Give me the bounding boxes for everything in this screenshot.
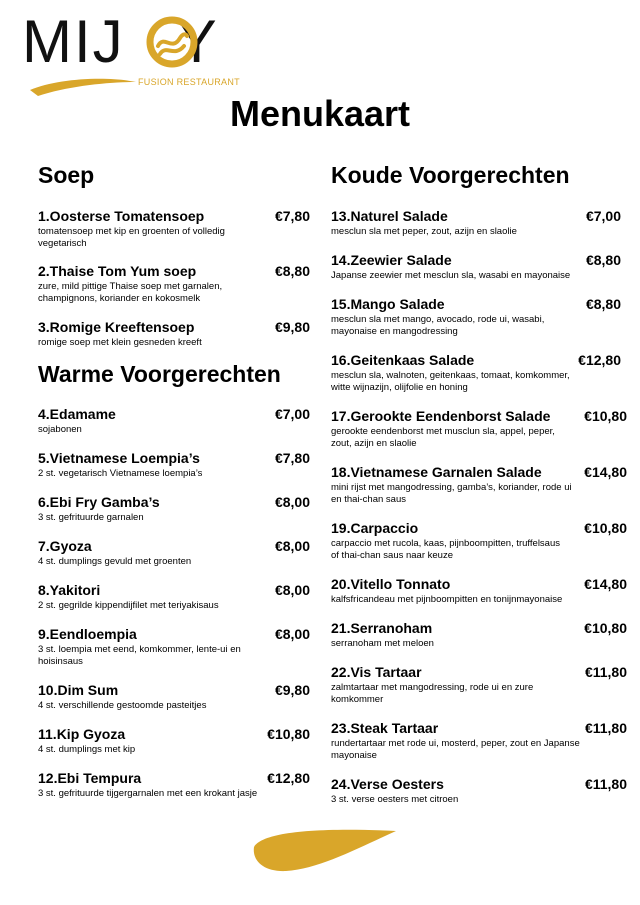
item-name: 5.Vietnamese Loempia’s	[38, 450, 200, 466]
menu-item	[38, 450, 310, 480]
menu-item	[38, 406, 310, 436]
menu-item	[38, 208, 310, 250]
item-name: 13.Naturel Salade	[331, 208, 448, 224]
menu-item	[38, 582, 310, 612]
item-price: €10,80	[584, 520, 627, 536]
item-name: 6.Ebi Fry Gamba’s	[38, 494, 160, 510]
item-name: 19.Carpaccio	[331, 520, 419, 536]
item-price: €8,80	[585, 296, 621, 312]
section-title-warme-voorgerechten: Warme Voorgerechten	[38, 361, 281, 387]
menu-item	[331, 776, 627, 806]
menu-item	[331, 720, 627, 762]
item-price: €12,80	[267, 770, 310, 786]
menu-item	[331, 296, 627, 338]
item-description: 4 st. dumplings gevuld met groenten	[38, 556, 192, 567]
item-price: €12,80	[578, 352, 621, 368]
menu-item	[331, 408, 627, 450]
right-column	[331, 160, 627, 806]
menu-item	[331, 252, 627, 282]
item-name: 17.Gerookte Eendenborst Salade	[331, 408, 551, 424]
item-price: €7,80	[274, 450, 310, 466]
menu-item	[331, 620, 627, 650]
item-name: 14.Zeewier Salade	[331, 252, 452, 268]
item-price: €11,80	[584, 720, 627, 736]
item-name: 10.Dim Sum	[38, 682, 119, 698]
item-name: 16.Geitenkaas Salade	[331, 352, 475, 368]
menu-item	[38, 626, 310, 668]
item-price: €11,80	[584, 664, 627, 680]
item-price: €8,00	[274, 626, 310, 642]
item-price: €7,00	[274, 406, 310, 422]
menu-list-warme-voorgerechten	[38, 406, 310, 800]
item-name: 23.Steak Tartaar	[331, 720, 439, 736]
menu-item	[331, 464, 627, 506]
item-description: 3 st. verse oesters met citroen	[331, 794, 459, 805]
item-price: €9,80	[274, 682, 310, 698]
item-description: 2 st. vegetarisch Vietnamese loempia’s	[38, 468, 203, 479]
menu-item	[38, 538, 310, 568]
item-name: 11.Kip Gyoza	[38, 726, 126, 742]
item-name: 15.Mango Salade	[331, 296, 445, 312]
item-price: €8,00	[274, 582, 310, 598]
logo-swirl-icon	[146, 16, 198, 68]
item-price: €10,80	[584, 408, 627, 424]
item-price: €7,80	[274, 208, 310, 224]
item-price: €11,80	[584, 776, 627, 792]
item-description: zalmtartaar met mangodressing, rode ui en zure komkommer	[331, 682, 534, 705]
item-name: 3.Romige Kreeftensoep	[38, 319, 195, 335]
menu-item	[331, 520, 627, 562]
item-description: rundertartaar met rode ui, mosterd, peper, zout en Japanse mayonaise	[331, 738, 580, 761]
item-description: 4 st. dumplings met kip	[38, 744, 136, 755]
menu-item	[38, 319, 310, 349]
item-description: 4 st. verschillende gestoomde pasteitjes	[38, 700, 207, 711]
item-description: tomatensoep met kip en groenten of volledig vegetarisch	[38, 226, 225, 249]
menu-item	[38, 682, 310, 712]
menu-item	[38, 494, 310, 524]
item-price: €8,80	[274, 263, 310, 279]
item-description: sojabonen	[38, 424, 82, 435]
item-description: mini rijst met mangodressing, gamba’s, koriander, rode ui en thai-chan saus	[331, 482, 572, 505]
menu-item	[38, 263, 310, 305]
item-description: carpaccio met rucola, kaas, pijnboompitten, truffelsaus of thai-chan saus naar keuze	[331, 538, 560, 561]
item-name: 1.Oosterse Tomatensoep	[38, 208, 205, 224]
brand-subtitle: FUSION RESTAURANT	[138, 77, 240, 87]
item-name: 22.Vis Tartaar	[331, 664, 422, 680]
item-price: €8,00	[274, 494, 310, 510]
item-description: 3 st. loempia met eend, komkommer, lente-ui en hoisinsaus	[38, 644, 241, 667]
item-description: serranoham met meloen	[331, 638, 434, 649]
item-description: 2 st. gegrilde kippendijfilet met teriyakisaus	[38, 600, 219, 611]
menu-item	[331, 208, 627, 238]
menu-item	[331, 576, 627, 606]
menu-item	[38, 770, 310, 800]
item-price: €8,80	[585, 252, 621, 268]
item-price: €9,80	[274, 319, 310, 335]
item-name: 18.Vietnamese Garnalen Salade	[331, 464, 542, 480]
menu-list-koude-voorgerechten	[331, 208, 627, 806]
item-description: mesclun sla met peper, zout, azijn en slaolie	[331, 226, 517, 237]
item-name: 12.Ebi Tempura	[38, 770, 142, 786]
item-description: zure, mild pittige Thaise soep met garnalen, champignons, koriander en kokosmelk	[38, 281, 223, 304]
menu-item	[38, 726, 310, 756]
item-description: Japanse zeewier met mesclun sla, wasabi en mayonaise	[331, 270, 571, 281]
item-description: kalfsfricandeau met pijnboompitten en tonijnmayonaise	[331, 594, 563, 605]
menu-item	[331, 352, 627, 394]
item-description: mesclun sla, walnoten, geitenkaas, tomaat, komkommer, witte wijnazijn, olijfolie en honing	[331, 370, 570, 393]
item-description: mesclun sla met mango, avocado, rode ui, wasabi, mayonaise en mangodressing	[331, 314, 545, 337]
brand-logo	[22, 10, 252, 90]
item-name: 20.Vitello Tonnato	[331, 576, 451, 592]
item-price: €14,80	[584, 464, 627, 480]
item-price: €14,80	[584, 576, 627, 592]
item-price: €10,80	[267, 726, 310, 742]
item-description: 3 st. gefrituurde tijgergarnalen met een krokant jasje	[38, 788, 258, 799]
left-column	[38, 160, 310, 800]
item-description: gerookte eendenborst met musclun sla, appel, peper, zout, azijn en slaolie	[331, 426, 555, 449]
item-name: 8.Yakitori	[38, 582, 101, 598]
item-name: 24.Verse Oesters	[331, 776, 444, 792]
item-description: romige soep met klein gesneden kreeft	[38, 337, 202, 348]
item-name: 21.Serranoham	[331, 620, 433, 636]
item-description: 3 st. gefrituurde garnalen	[38, 512, 144, 523]
item-name: 9.Eendloempia	[38, 626, 137, 642]
item-price: €7,00	[585, 208, 621, 224]
brand-name: MIJ Y	[22, 8, 219, 75]
menu-list-soep	[38, 208, 310, 349]
item-name: 7.Gyoza	[38, 538, 92, 554]
section-title-koude-voorgerechten: Koude Voorgerechten	[331, 162, 570, 188]
page-title: Menukaart	[229, 93, 411, 134]
item-price: €8,00	[274, 538, 310, 554]
bottom-swoosh-icon	[250, 825, 400, 875]
item-price: €10,80	[584, 620, 627, 636]
section-title-soep: Soep	[38, 162, 95, 188]
item-name: 4.Edamame	[38, 406, 116, 422]
menu-item	[331, 664, 627, 706]
item-name: 2.Thaise Tom Yum soep	[38, 263, 197, 279]
